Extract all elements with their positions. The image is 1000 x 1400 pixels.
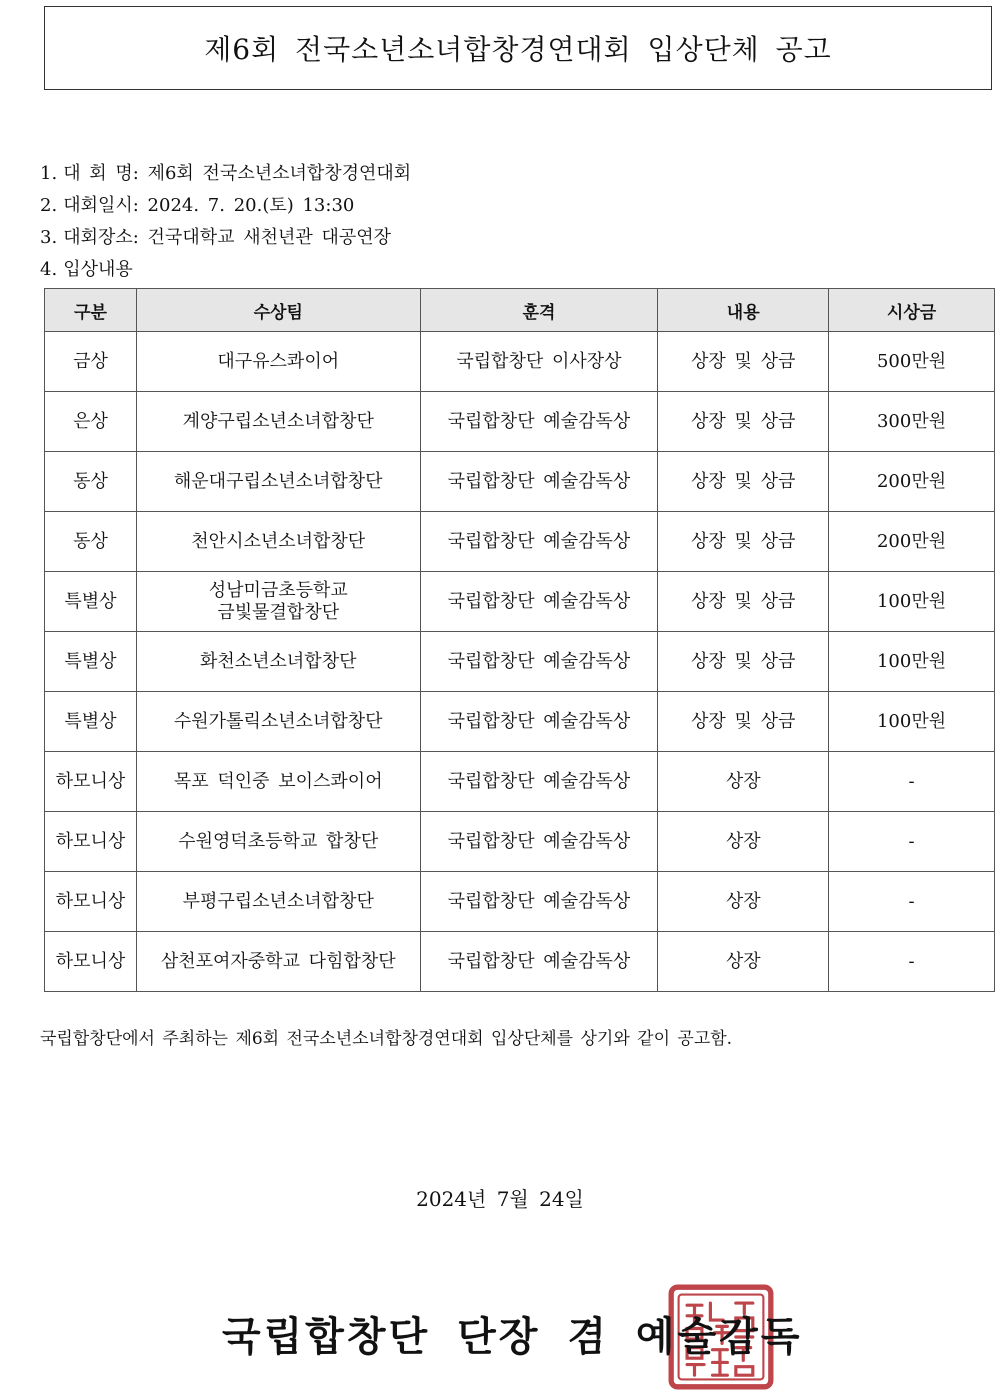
cell-content: 상장 [658, 752, 829, 812]
cell-honor: 국립합창단 예술감독상 [420, 812, 658, 872]
cell-category: 은상 [45, 392, 137, 452]
awards-table [44, 288, 995, 992]
cell-team: 대구유스콰이어 [136, 332, 420, 392]
cell-category: 특별상 [45, 572, 137, 632]
header-content: 내용 [658, 289, 829, 332]
cell-team: 계양구립소년소녀합창단 [136, 392, 420, 452]
info-item-datetime: 2. 대회일시: 2024. 7. 20.(토) 13:30 [40, 195, 355, 216]
cell-category: 하모니상 [45, 932, 137, 992]
cell-honor: 국립합창단 예술감독상 [420, 572, 658, 632]
header-category: 구분 [45, 289, 137, 332]
table-row [45, 512, 995, 572]
cell-prize: - [829, 932, 995, 992]
cell-prize: - [829, 812, 995, 872]
info-item-awards: 4. 입상내용 [40, 259, 133, 280]
cell-team: 해운대구립소년소녀합창단 [136, 452, 420, 512]
info-label: 입상내용 [63, 259, 133, 280]
cell-honor: 국립합창단 예술감독상 [420, 752, 658, 812]
cell-team: 수원영덕초등학교 합창단 [136, 812, 420, 872]
cell-honor: 국립합창단 예술감독상 [420, 632, 658, 692]
cell-content: 상장 [658, 812, 829, 872]
table-row [45, 452, 995, 512]
info-label: 대회장소: [63, 227, 139, 248]
header-team: 수상팀 [136, 289, 420, 332]
title-box [44, 6, 992, 90]
info-item-venue: 3. 대회장소: 건국대학교 새천년관 대공연장 [40, 227, 392, 248]
table-row [45, 812, 995, 872]
cell-content: 상장 및 상금 [658, 332, 829, 392]
cell-category: 금상 [45, 332, 137, 392]
cell-category: 동상 [45, 452, 137, 512]
cell-content: 상장 및 상금 [658, 512, 829, 572]
info-value: 2024. 7. 20.(토) 13:30 [147, 195, 355, 216]
info-label: 대회일시: [63, 195, 139, 216]
cell-prize: 300만원 [829, 392, 995, 452]
cell-category: 특별상 [45, 632, 137, 692]
cell-honor: 국립합창단 예술감독상 [420, 392, 658, 452]
cell-prize: 200만원 [829, 452, 995, 512]
cell-category: 하모니상 [45, 812, 137, 872]
announcement-date: 2024년 7월 24일 [416, 1187, 584, 1211]
cell-category: 특별상 [45, 692, 137, 752]
cell-prize: 100만원 [829, 572, 995, 632]
info-value: 제6회 전국소년소녀합창경연대회 [147, 163, 412, 184]
cell-honor: 국립합창단 예술감독상 [420, 872, 658, 932]
cell-content: 상장 및 상금 [658, 392, 829, 452]
page-title: 제6회 전국소년소녀합창경연대회 입상단체 공고 [204, 33, 832, 66]
cell-team: 수원가톨릭소년소녀합창단 [136, 692, 420, 752]
table-body [45, 332, 995, 992]
info-label: 대 회 명: [63, 163, 139, 184]
cell-content: 상장 [658, 872, 829, 932]
header-honor: 훈격 [420, 289, 658, 332]
table-row [45, 932, 995, 992]
table-row [45, 572, 995, 632]
cell-prize: - [829, 872, 995, 932]
cell-category: 하모니상 [45, 872, 137, 932]
table-row [45, 752, 995, 812]
cell-team: 목포 덕인중 보이스콰이어 [136, 752, 420, 812]
cell-content: 상장 [658, 932, 829, 992]
cell-prize: - [829, 752, 995, 812]
table-header-row [45, 289, 995, 332]
cell-team: 천안시소년소녀합창단 [136, 512, 420, 572]
info-list [40, 158, 411, 286]
table-row [45, 392, 995, 452]
cell-content: 상장 및 상금 [658, 572, 829, 632]
table-row [45, 332, 995, 392]
cell-honor: 국립합창단 예술감독상 [420, 932, 658, 992]
cell-honor: 국립합창단 예술감독상 [420, 692, 658, 752]
cell-category: 하모니상 [45, 752, 137, 812]
cell-category: 동상 [45, 512, 137, 572]
cell-team: 화천소년소녀합창단 [136, 632, 420, 692]
cell-team: 삼천포여자중학교 다힘합창단 [136, 932, 420, 992]
cell-prize: 200만원 [829, 512, 995, 572]
cell-team: 부평구립소년소녀합창단 [136, 872, 420, 932]
cell-honor: 국립합창단 이사장상 [420, 332, 658, 392]
cell-prize: 100만원 [829, 692, 995, 752]
header-prize: 시상금 [829, 289, 995, 332]
cell-honor: 국립합창단 예술감독상 [420, 452, 658, 512]
cell-content: 상장 및 상금 [658, 452, 829, 512]
cell-content: 상장 및 상금 [658, 692, 829, 752]
cell-prize: 500만원 [829, 332, 995, 392]
cell-content: 상장 및 상금 [658, 632, 829, 692]
signature-line: 국립합창단 단장 겸 예술감독 [222, 1314, 803, 1360]
table-row [45, 872, 995, 932]
cell-prize: 100만원 [829, 632, 995, 692]
closing-text: 국립합창단에서 주최하는 제6회 전국소년소녀합창경연대회 입상단체를 상기와 같이 공고함. [40, 1029, 733, 1049]
table-row [45, 692, 995, 752]
cell-team: 성남미금초등학교 금빛물결합창단 [136, 572, 420, 632]
info-value: 건국대학교 새천년관 대공연장 [147, 227, 392, 248]
cell-honor: 국립합창단 예술감독상 [420, 512, 658, 572]
info-item-name: 1. 대 회 명: 제6회 전국소년소녀합창경연대회 [40, 163, 412, 184]
table-row [45, 632, 995, 692]
